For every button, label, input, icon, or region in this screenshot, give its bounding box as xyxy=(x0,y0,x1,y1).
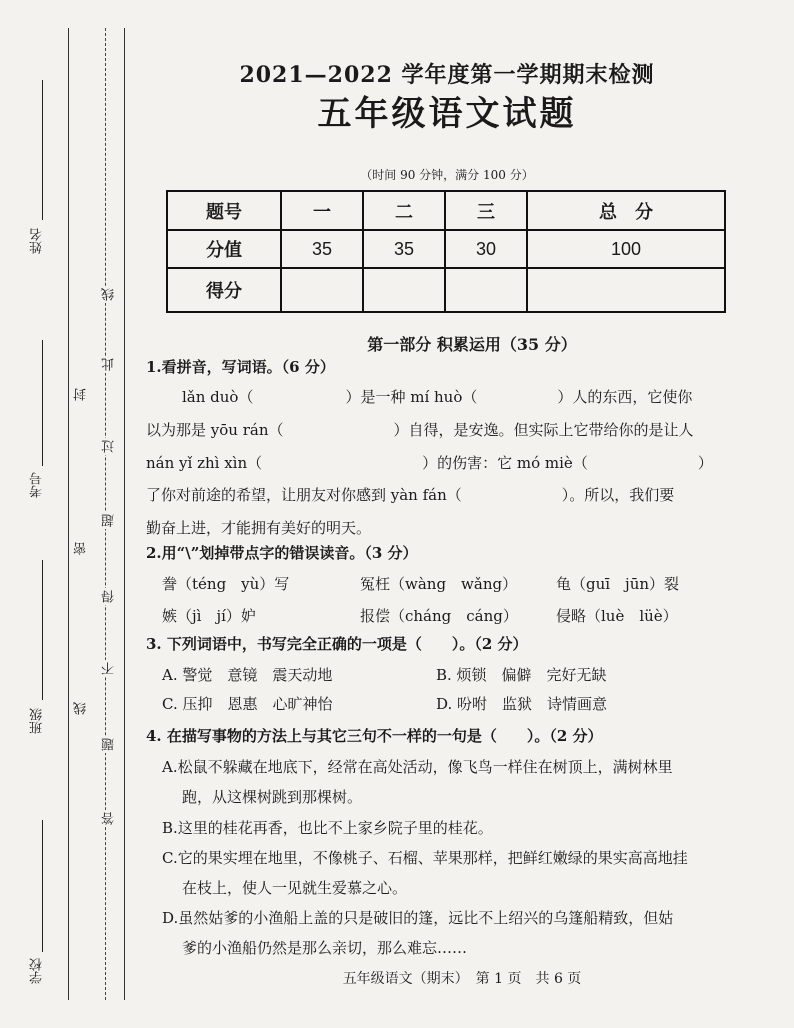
pinyin-text: 以为那是 yōu rán（ xyxy=(146,421,284,439)
seal-char: 过 xyxy=(102,440,117,453)
question-1-line xyxy=(146,452,713,473)
pronunciation-item[interactable]: 报偿（cháng cáng） xyxy=(360,607,518,625)
row-label: 分值 xyxy=(167,230,281,268)
pinyin-text: ）的伤害：它 mó miè（ xyxy=(422,454,588,472)
score-cell[interactable] xyxy=(445,268,527,312)
exam-title: 五年级语文试题 xyxy=(317,94,577,134)
question-3-stem: 3. 下列词语中，书写完全正确的一项是（ ）。（2 分） xyxy=(146,635,528,653)
seal-char: 不 xyxy=(102,662,117,675)
seal-char: 答 xyxy=(102,812,117,825)
row-label: 题号 xyxy=(167,191,281,230)
score-table-row xyxy=(167,191,725,230)
question-1-line xyxy=(182,386,692,407)
exam-no-blank-line xyxy=(42,340,43,466)
option-c[interactable]: C. 压抑 恩惠 心旷神怡 xyxy=(162,695,333,713)
pronunciation-item[interactable]: 嫉（jì jí）妒 xyxy=(162,607,256,625)
pronunciation-item[interactable]: 侵略（luè lüè） xyxy=(556,607,678,625)
point-value: 35 xyxy=(281,230,363,268)
class-blank-line xyxy=(42,560,43,700)
option-d[interactable]: D. 吩咐 监狱 诗情画意 xyxy=(436,695,608,713)
pronunciation-item[interactable]: 龟（guī jūn）裂 xyxy=(556,575,680,593)
point-value: 30 xyxy=(445,230,527,268)
class-label: 班级 xyxy=(30,708,45,734)
row-label: 得分 xyxy=(167,268,281,312)
pinyin-text: ）。所以，我们要 xyxy=(561,486,675,504)
question-1-line: 勤奋上进，才能拥有美好的明天。 xyxy=(146,519,372,537)
question-4-stem: 4. 在描写事物的方法上与其它三句不一样的一句是（ ）。（2 分） xyxy=(146,727,603,745)
score-cell[interactable] xyxy=(527,268,725,312)
point-value: 35 xyxy=(363,230,445,268)
question-2-stem: 2.用“\”划掉带点字的错误读音。（3 分） xyxy=(146,544,418,562)
page-footer: 五年级语文（期末） 第 1 页 共 6 页 xyxy=(342,971,582,987)
score-cell[interactable] xyxy=(363,268,445,312)
question-1-line xyxy=(146,419,694,440)
column-header: 总 分 xyxy=(527,191,725,230)
seal-char: 得 xyxy=(102,590,117,603)
pinyin-text: ）自得，是安逸。但实际上它带给你的是让人 xyxy=(393,421,694,439)
pinyin-text: nán yǐ zhì xìn（ xyxy=(146,454,263,472)
pinyin-text: lǎn duò（ xyxy=(182,388,254,406)
exam-subtitle: （时间 90 分钟，满分 100 分） xyxy=(360,168,534,182)
option-a-cont: 跑，从这棵树跳到那棵树。 xyxy=(182,788,363,806)
seal-char: 题 xyxy=(102,738,117,751)
score-table-row xyxy=(167,230,725,268)
exam-title-year: 2021—2022 学年度第一学期期末检测 xyxy=(239,62,655,88)
question-1-stem: 1.看拼音，写词语。（6 分） xyxy=(146,358,335,376)
score-table xyxy=(166,190,726,313)
pinyin-text: 了你对前途的希望，让朋友对你感到 yàn fán（ xyxy=(146,486,462,504)
option-d[interactable]: D.虽然姑爹的小渔船上盖的只是破旧的篷，远比不上绍兴的乌篷船精致，但姑 xyxy=(162,909,674,927)
seal-char: 此 xyxy=(102,358,117,371)
option-a[interactable]: A.松鼠不躲藏在地底下，经常在高处活动，像飞鸟一样住在树顶上，满树林里 xyxy=(162,758,673,776)
seal-char: 密 xyxy=(74,542,89,555)
pronunciation-item[interactable]: 誊（téng yù）写 xyxy=(162,575,290,593)
exam-no-label: 考号 xyxy=(30,472,45,498)
column-header: 二 xyxy=(363,191,445,230)
option-c-cont: 在枝上，使人一见就生爱慕之心。 xyxy=(182,879,408,897)
seal-char: 线 xyxy=(102,288,117,301)
score-cell[interactable] xyxy=(281,268,363,312)
option-c[interactable]: C.它的果实埋在地里，不像桃子、石榴、苹果那样，把鲜红嫩绿的果实高高地挂 xyxy=(162,849,688,867)
point-value: 100 xyxy=(527,230,725,268)
school-blank-line xyxy=(42,820,43,952)
column-header: 三 xyxy=(445,191,527,230)
option-d-cont: 爹的小渔船仍然是那么亲切，那么难忘…… xyxy=(182,939,468,957)
pronunciation-item[interactable]: 冤枉（wàng wǎng） xyxy=(360,575,518,593)
seal-char: 封 xyxy=(74,388,89,401)
option-a[interactable]: A. 警觉 意镜 震天动地 xyxy=(162,666,333,684)
pinyin-text: ）人的东西，它使你 xyxy=(557,388,693,406)
seal-char: 线 xyxy=(74,702,89,715)
pinyin-text: ）是一种 mí huò（ xyxy=(345,388,478,406)
option-b[interactable]: B.这里的桂花再香，也比不上家乡院子里的桂花。 xyxy=(162,819,493,837)
school-label: 学校 xyxy=(30,958,45,984)
question-1-line xyxy=(146,484,674,505)
section-title: 第一部分 积累运用（35 分） xyxy=(367,335,577,354)
option-b[interactable]: B. 烦锁 偏僻 完好无缺 xyxy=(436,666,607,684)
name-label: 姓名 xyxy=(30,228,45,254)
column-header: 一 xyxy=(281,191,363,230)
score-table-row xyxy=(167,268,725,312)
seal-char: 超 xyxy=(102,514,117,527)
pinyin-text: ） xyxy=(697,454,713,472)
